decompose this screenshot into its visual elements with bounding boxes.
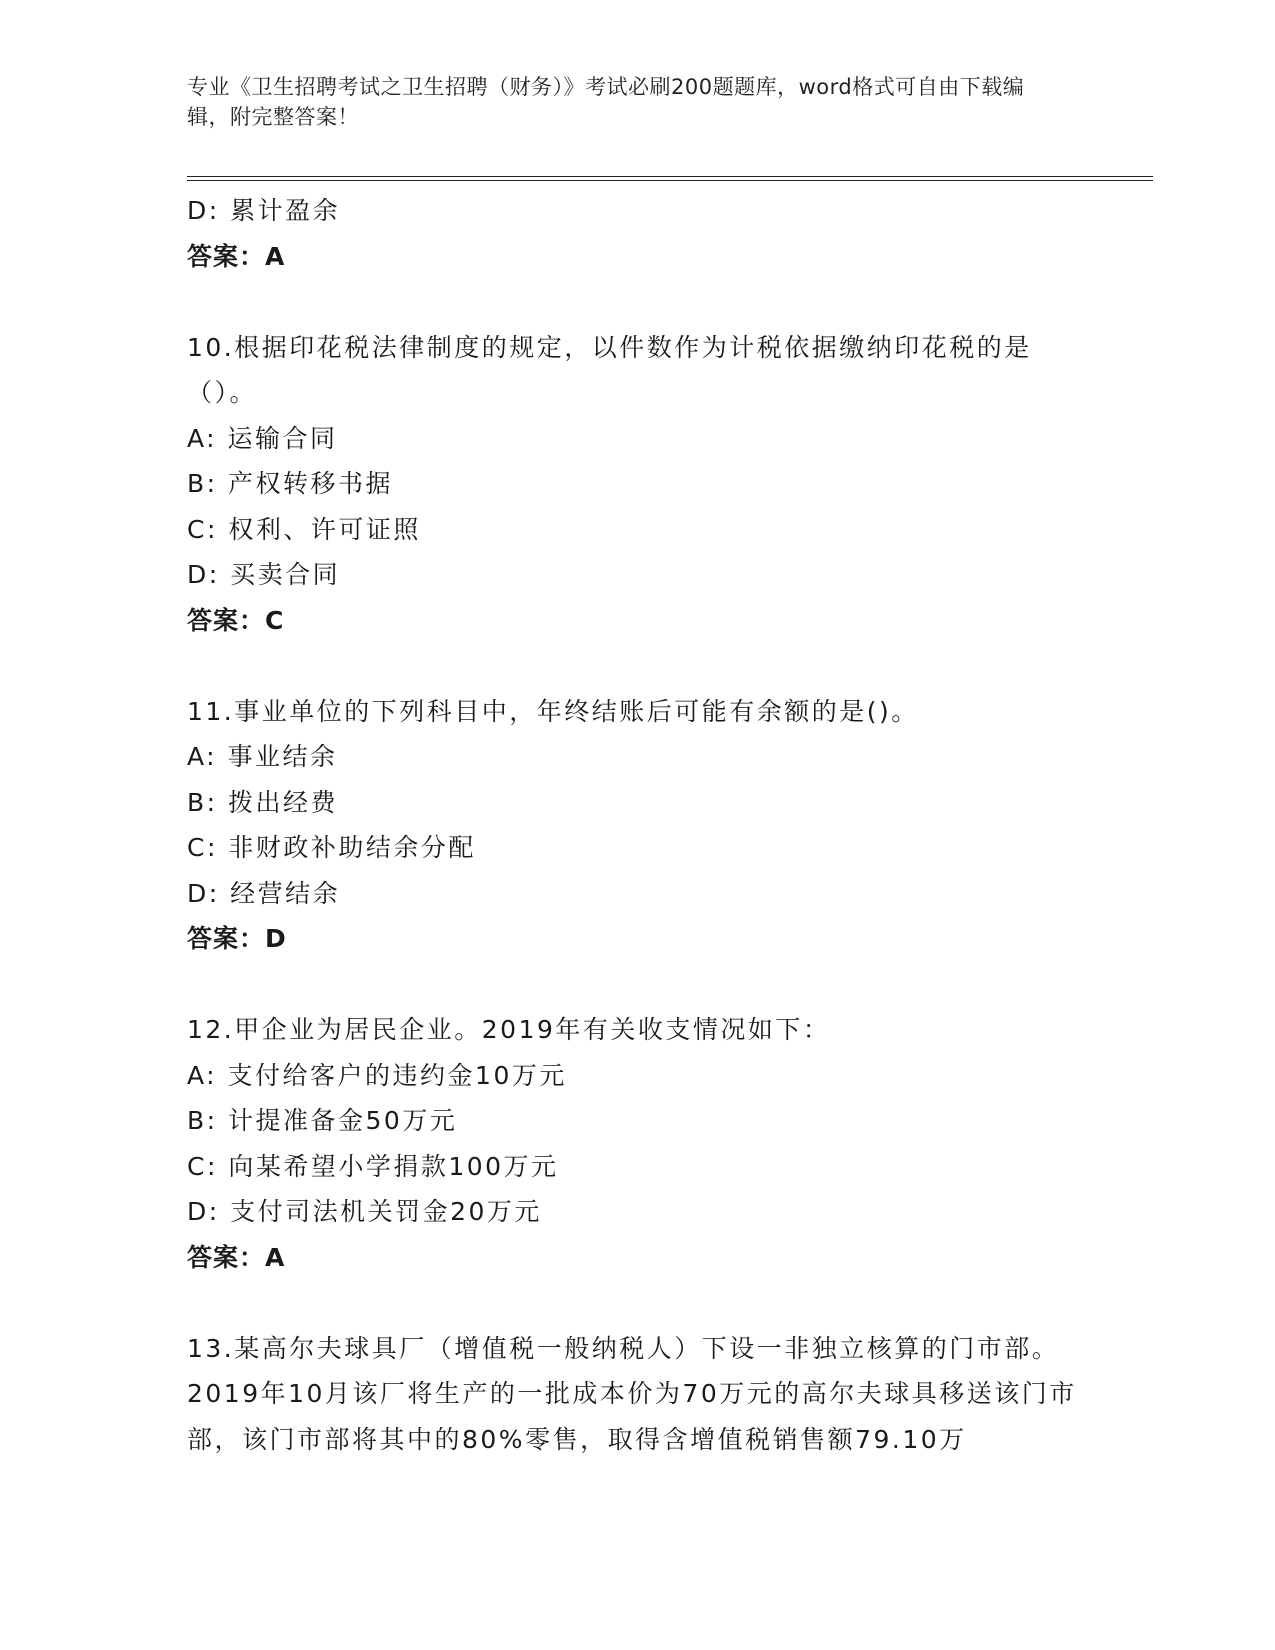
spacer — [187, 1280, 1077, 1326]
option-d: D: 买卖合同 — [187, 560, 341, 589]
option-c: C: 权利、许可证照 — [187, 514, 421, 544]
spacer — [187, 279, 1077, 325]
answer: 答案：A — [187, 241, 286, 271]
spacer — [187, 643, 1077, 689]
option-d: D: 累计盈余 — [187, 196, 341, 225]
option-d: D: 支付司法机关罚金20万元 — [187, 1197, 542, 1226]
question-stem-13: 13.某高尔夫球具厂（增值税一般纳税人）下设一非独立核算的门市部。2019年10月该厂将生产的一批成本价为70万元的高尔夫球具移送该门市部，该门市部将其中的80%零售，取得含增值税销售额79.10万 — [187, 1333, 1077, 1454]
option-c: C: 非财政补助结余分配 — [187, 833, 476, 862]
option-a: A: 事业结余 — [187, 742, 338, 771]
option-c: C: 向某希望小学捐款100万元 — [187, 1151, 559, 1181]
document-header: 专业《卫生招聘考试之卫生招聘（财务）》考试必刷200题题库，word格式可自由下载编辑，附完整答案！ — [187, 75, 1025, 129]
option-b: B: 拨出经费 — [187, 787, 339, 817]
option-b: B: 产权转移书据 — [187, 469, 394, 498]
question-stem-12: 12.甲企业为居民企业。2019年有关收支情况如下： — [187, 1015, 831, 1044]
question-stem-10: 10.根据印花税法律制度的规定，以件数作为计税依据缴纳印花税的是（）。 — [187, 332, 1032, 407]
answer: 答案：C — [187, 605, 285, 635]
option-a: A: 支付给客户的违约金10万元 — [187, 1060, 567, 1090]
header-double-rule — [187, 176, 1153, 177]
option-d: D: 经营结余 — [187, 878, 341, 908]
option-a: A: 运输合同 — [187, 423, 338, 453]
answer: 答案：D — [187, 924, 287, 953]
answer: 答案：A — [187, 1242, 286, 1272]
option-b: B: 计提准备金50万元 — [187, 1106, 458, 1135]
question-content — [187, 188, 1077, 1462]
spacer — [187, 962, 1077, 1008]
question-stem-11: 11.事业单位的下列科目中，年终结账后可能有余额的是()。 — [187, 696, 919, 726]
